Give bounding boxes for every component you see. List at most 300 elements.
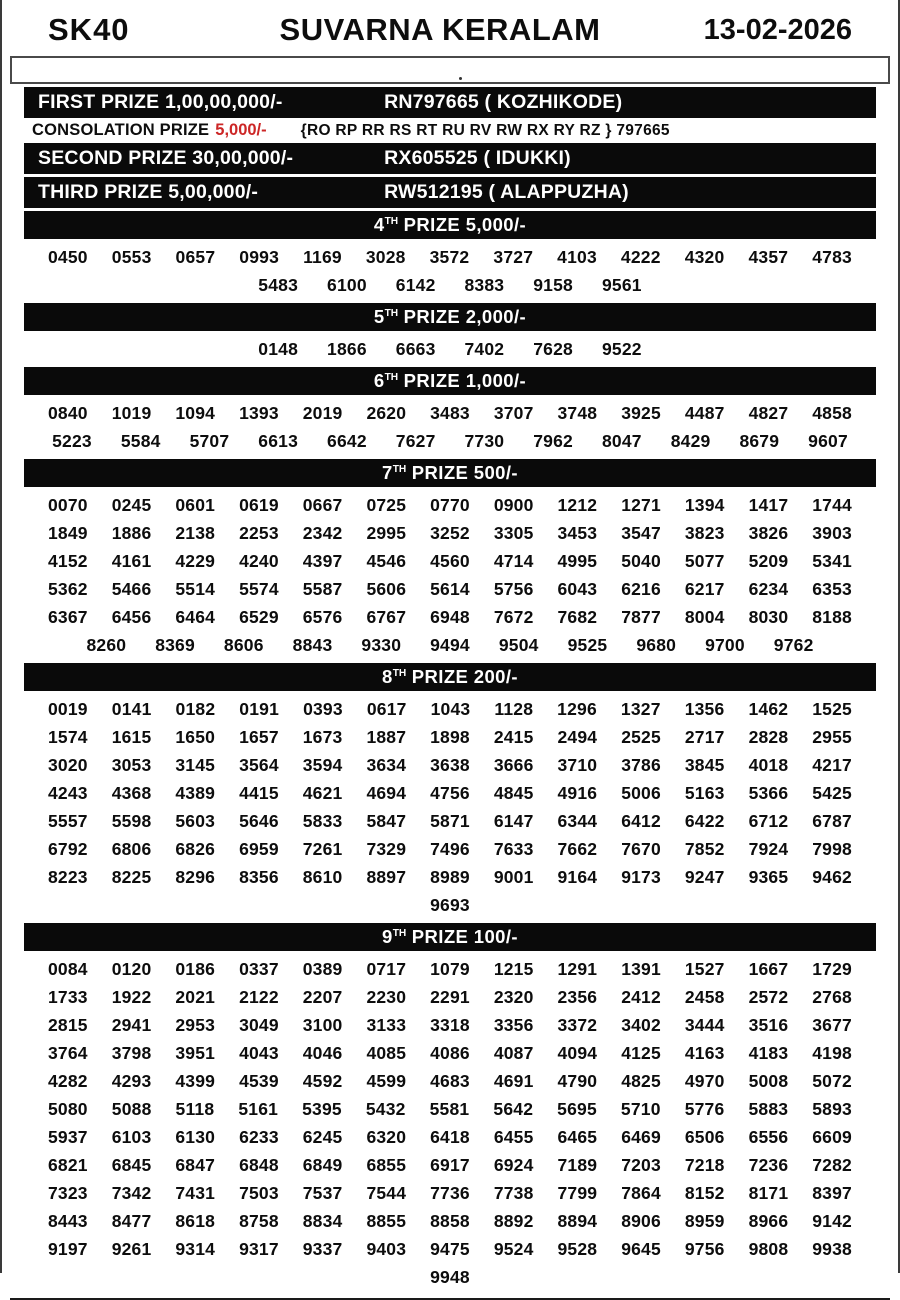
prize-number: 5362 [48, 579, 88, 599]
prize-number: 8858 [430, 1211, 470, 1231]
prize-number: 8152 [684, 1183, 725, 1203]
prize-row [48, 983, 852, 1011]
prize-number: 4243 [48, 783, 88, 803]
prize-number: 9247 [684, 867, 725, 887]
prize-number: 8223 [48, 867, 88, 887]
prize-number: 9504 [498, 635, 539, 655]
prize-number: 5209 [748, 551, 789, 571]
prize-number: 8477 [111, 1211, 152, 1231]
prize-number: 5483 [258, 275, 299, 295]
prize-number: 8225 [111, 867, 152, 887]
prize-number: 5514 [175, 579, 216, 599]
prize-number: 4086 [430, 1043, 470, 1063]
prize-number: 8679 [739, 431, 780, 451]
prize-number: 4621 [302, 783, 343, 803]
prize-row [48, 1123, 852, 1151]
prize-section-header [24, 459, 876, 487]
prize-row [48, 891, 852, 919]
prize-number: 4043 [239, 1043, 279, 1063]
prize-number: 7503 [239, 1183, 279, 1203]
prize-number: 3402 [621, 1015, 661, 1035]
prize-row [48, 603, 852, 631]
prize-number: 3564 [239, 755, 279, 775]
prize-number: 4085 [366, 1043, 407, 1063]
prize-number: 6422 [684, 811, 725, 831]
section-title-rest: PRIZE 200/- [406, 666, 518, 687]
prize-number: 3372 [557, 1015, 598, 1035]
prize-number: 8004 [684, 607, 725, 627]
prize-number: 6855 [366, 1155, 407, 1175]
prize-number: 6320 [366, 1127, 407, 1147]
prize-section-header [24, 663, 876, 691]
prize-number: 3951 [175, 1043, 216, 1063]
prize-number: 3547 [621, 523, 661, 543]
prize-number: 3252 [430, 523, 470, 543]
prize-number: 0601 [175, 495, 216, 515]
prize-number: 7924 [748, 839, 789, 859]
prize-number: 5603 [175, 811, 216, 831]
prize-number: 5642 [493, 1099, 534, 1119]
prize-number: 5614 [430, 579, 470, 599]
prize-number: 4783 [812, 247, 852, 267]
prize-section-header [24, 923, 876, 951]
prize-row [48, 1011, 852, 1039]
draw-date: 13-02-2026 [703, 13, 852, 46]
section-ordinal-suffix: TH [384, 371, 399, 383]
draw-code: SK40 [48, 12, 130, 47]
prize-number: 2995 [366, 523, 407, 543]
prize-number: 7670 [621, 839, 661, 859]
prize-number: 7282 [812, 1155, 852, 1175]
prize-row [48, 807, 852, 835]
prize-number: 2412 [621, 987, 661, 1007]
prize-number: 0657 [175, 247, 216, 267]
prize-number: 2941 [111, 1015, 152, 1035]
prize-number: 4152 [48, 551, 88, 571]
prize-number: 0619 [239, 495, 279, 515]
prize-number: 5646 [239, 811, 279, 831]
prize-row [48, 631, 852, 659]
prize-number: 9561 [601, 275, 642, 295]
prize-number: 0084 [48, 959, 88, 979]
masthead [2, 0, 898, 54]
prize-row [48, 271, 852, 299]
prize-number: 7738 [493, 1183, 534, 1203]
prize-number: 7877 [621, 607, 661, 627]
prize-row [48, 399, 852, 427]
section-title-rest: PRIZE 2,000/- [398, 306, 527, 327]
prize-number: 5587 [302, 579, 343, 599]
prize-number: 3727 [493, 247, 534, 267]
prize-number: 6787 [812, 811, 852, 831]
prize-number: 9948 [430, 1267, 470, 1287]
prize-number: 8397 [812, 1183, 852, 1203]
prize-number: 7662 [557, 839, 598, 859]
prize-number: 6469 [621, 1127, 661, 1147]
prize-number: 9645 [621, 1239, 661, 1259]
prize-number: 0900 [493, 495, 534, 515]
first-prize-label: FIRST PRIZE 1,00,00,000/- [38, 91, 283, 113]
prize-number: 4389 [175, 783, 216, 803]
prize-number: 5871 [430, 811, 470, 831]
section-ordinal-suffix: TH [384, 215, 399, 227]
prize-number: 6353 [812, 579, 852, 599]
second-prize-bar [24, 143, 876, 174]
prize-number: 4539 [239, 1071, 279, 1091]
prize-number: 7730 [464, 431, 505, 451]
prize-number: 0182 [175, 699, 216, 719]
prize-number: 5695 [557, 1099, 597, 1119]
prize-number: 4087 [493, 1043, 534, 1063]
prize-number: 4714 [493, 551, 534, 571]
prize-number: 8296 [175, 867, 216, 887]
prize-number: 0389 [302, 959, 343, 979]
prize-number: 7864 [621, 1183, 661, 1203]
prize-number: 5606 [366, 579, 407, 599]
section-ordinal: 5 [373, 306, 385, 327]
prize-number: 9475 [430, 1239, 470, 1259]
prize-number: 6767 [366, 607, 407, 627]
prize-number: 0070 [48, 495, 88, 515]
prize-number: 1657 [239, 727, 279, 747]
prize-number-rows [2, 398, 898, 456]
prize-number: 1849 [48, 523, 88, 543]
prize-number: 5883 [748, 1099, 789, 1119]
prize-number: 3133 [366, 1015, 407, 1035]
prize-number: 3453 [557, 523, 598, 543]
prize-number: 1527 [684, 959, 725, 979]
prize-number: 0186 [175, 959, 216, 979]
prize-number: 8171 [748, 1183, 789, 1203]
prize-number: 6233 [239, 1127, 279, 1147]
prize-number: 5395 [302, 1099, 342, 1119]
prize-number: 4546 [366, 551, 407, 571]
prize-number: 9462 [812, 867, 852, 887]
prize-number: 6234 [748, 579, 789, 599]
prize-number: 4163 [684, 1043, 725, 1063]
prize-number: 6848 [239, 1155, 279, 1175]
prize-number: 7218 [684, 1155, 725, 1175]
section-title-rest: PRIZE 1,000/- [398, 370, 527, 391]
prize-number: 7329 [366, 839, 407, 859]
prize-number: 7544 [366, 1183, 407, 1203]
prize-number: 6506 [684, 1127, 725, 1147]
prize-number: 2815 [48, 1015, 88, 1035]
prize-row [48, 955, 852, 983]
prize-number: 5118 [175, 1099, 215, 1119]
prize-number: 5040 [621, 551, 661, 571]
prize-number: 8966 [748, 1211, 789, 1231]
prize-number: 8618 [175, 1211, 216, 1231]
prize-number: 2122 [239, 987, 279, 1007]
prize-number: 8047 [601, 431, 642, 451]
prize-row [48, 751, 852, 779]
prize-number: 6663 [395, 339, 436, 359]
prize-number: 6464 [175, 607, 216, 627]
prize-number: 4560 [430, 551, 470, 571]
prize-number: 2955 [812, 727, 852, 747]
prize-number: 5710 [620, 1099, 661, 1119]
prize-number: 8894 [557, 1211, 598, 1231]
prize-number: 3845 [684, 755, 725, 775]
second-prize-winner: RX605525 ( IDUKKI) [384, 147, 571, 169]
prize-row [48, 1067, 852, 1095]
prize-number: 5432 [365, 1099, 406, 1119]
third-prize-label: THIRD PRIZE 5,00,000/- [38, 181, 259, 203]
prize-number: 5893 [812, 1099, 852, 1119]
prize-row [48, 1151, 852, 1179]
prize-number: 6344 [557, 811, 598, 831]
prize-number: 4240 [239, 551, 279, 571]
prize-number: 3666 [493, 755, 534, 775]
prize-number: 5072 [812, 1071, 852, 1091]
prize-number: 5584 [120, 431, 161, 451]
prize-number: 8610 [302, 867, 343, 887]
section-ordinal: 4 [373, 214, 385, 235]
prize-number: 1525 [812, 699, 852, 719]
prize-number: 6217 [684, 579, 725, 599]
prize-number: 5581 [429, 1099, 470, 1119]
prize-number: 8443 [48, 1211, 88, 1231]
prize-number: 4217 [812, 755, 852, 775]
prize-number: 4487 [684, 403, 725, 423]
prize-number: 2620 [366, 403, 407, 423]
section-ordinal-suffix: TH [392, 667, 407, 679]
prize-number: 8260 [86, 635, 127, 655]
prize-number: 1898 [430, 727, 470, 747]
prize-number: 9330 [361, 635, 402, 655]
prize-row [48, 427, 852, 455]
prize-number: 3903 [812, 523, 852, 543]
prize-number: 4046 [302, 1043, 343, 1063]
prize-number: 1650 [175, 727, 216, 747]
prize-number: 0450 [48, 247, 88, 267]
prize-number: 8356 [239, 867, 279, 887]
prize-number: 2494 [557, 727, 598, 747]
prize-number: 6130 [175, 1127, 216, 1147]
prize-number: 6456 [111, 607, 152, 627]
prize-number: 6642 [327, 431, 367, 451]
prize-number: 6147 [493, 811, 534, 831]
prize-number: 3707 [493, 403, 534, 423]
prize-number: 2458 [684, 987, 725, 1007]
prize-number: 2138 [175, 523, 216, 543]
prize-number: 6821 [48, 1155, 88, 1175]
prize-number: 7402 [464, 339, 505, 359]
prize-number: 3053 [111, 755, 152, 775]
prize-number: 6845 [111, 1155, 152, 1175]
prize-row [48, 519, 852, 547]
prize-number: 6917 [430, 1155, 470, 1175]
prize-number: 1043 [430, 699, 471, 719]
prize-number: 6103 [111, 1127, 152, 1147]
prize-number: 6826 [175, 839, 216, 859]
prize-number: 2253 [239, 523, 279, 543]
prize-number: 6412 [621, 811, 661, 831]
prize-number: 1922 [111, 987, 152, 1007]
prize-number: 9403 [366, 1239, 407, 1259]
prize-number: 6849 [302, 1155, 343, 1175]
prize-number: 1615 [111, 727, 152, 747]
prize-number-rows [2, 954, 898, 1292]
prize-number: 9164 [557, 867, 598, 887]
prize-sections [2, 211, 898, 1292]
prize-number: 3798 [111, 1043, 152, 1063]
prize-number: 8906 [621, 1211, 661, 1231]
prize-number: 5080 [48, 1099, 88, 1119]
prize-number: 7852 [684, 839, 725, 859]
prize-row [48, 491, 852, 519]
prize-row [48, 723, 852, 751]
prize-number: 8892 [493, 1211, 534, 1231]
prize-number: 1866 [327, 339, 367, 359]
prize-number: 6576 [302, 607, 343, 627]
prize-number: 7496 [430, 839, 470, 859]
prize-section-header [24, 367, 876, 395]
prize-number: 5088 [111, 1099, 152, 1119]
prize-number: 6806 [111, 839, 152, 859]
prize-number: 5163 [684, 783, 725, 803]
prize-number: 1212 [557, 495, 598, 515]
prize-number: 1886 [111, 523, 152, 543]
prize-number: 3634 [366, 755, 407, 775]
prize-number: 3028 [365, 247, 406, 267]
prize-number: 6948 [430, 607, 470, 627]
prize-number: 6245 [302, 1127, 343, 1147]
prize-number: 4790 [557, 1071, 598, 1091]
prize-number: 9494 [430, 635, 470, 655]
third-prize-bar [24, 177, 876, 208]
section-ordinal: 9 [382, 926, 393, 947]
prize-section-header [24, 211, 876, 239]
prize-number: 4756 [430, 783, 470, 803]
prize-number: 4415 [239, 783, 279, 803]
prize-number: 5223 [52, 431, 92, 451]
prize-number: 2356 [557, 987, 598, 1007]
prize-number: 5425 [812, 783, 852, 803]
prize-number: 2768 [812, 987, 852, 1007]
prize-row [48, 1207, 852, 1235]
prize-number: 1462 [748, 699, 789, 719]
prize-number: 9693 [430, 895, 470, 915]
prize-number: 4970 [684, 1071, 725, 1091]
prize-number: 5776 [684, 1099, 725, 1119]
prize-number-rows [2, 694, 898, 920]
prize-number: 4222 [620, 247, 661, 267]
prize-number: 6712 [748, 811, 789, 831]
prize-number: 3516 [748, 1015, 789, 1035]
prize-number: 2415 [493, 727, 534, 747]
prize-number: 6529 [239, 607, 279, 627]
prize-number: 3748 [557, 403, 598, 423]
prize-number: 1744 [812, 495, 852, 515]
prize-number-rows [2, 490, 898, 660]
prize-number: 4368 [111, 783, 152, 803]
prize-number: 3764 [48, 1043, 88, 1063]
consolation-series: {RO RP RR RS RT RU RV RW RX RY RZ } 797665 [300, 121, 670, 139]
prize-number: 3049 [239, 1015, 279, 1035]
prize-number: 3925 [621, 403, 661, 423]
prize-number: 0337 [239, 959, 279, 979]
second-prize-label: SECOND PRIZE 30,00,000/- [38, 147, 294, 169]
prize-number: 4858 [812, 403, 852, 423]
prize-number: 0393 [303, 699, 343, 719]
prize-number: 5006 [621, 783, 661, 803]
consolation-amount: 5,000/- [215, 121, 267, 139]
prize-number: 3826 [748, 523, 789, 543]
prize-number: 9173 [621, 867, 661, 887]
prize-row [48, 1039, 852, 1067]
prize-number: 3594 [302, 755, 343, 775]
prize-number: 5557 [48, 811, 88, 831]
prize-number: 4094 [557, 1043, 598, 1063]
prize-number: 4018 [748, 755, 789, 775]
section-ordinal: 6 [373, 370, 385, 391]
prize-number: 7261 [302, 839, 343, 859]
prize-number: 9680 [636, 635, 677, 655]
prize-number: 2525 [621, 727, 661, 747]
prize-number: 4103 [557, 247, 597, 267]
prize-number: 9528 [557, 1239, 598, 1259]
prize-number: 5598 [111, 811, 152, 831]
prize-number: 7633 [493, 839, 534, 859]
prize-number: 1079 [430, 959, 470, 979]
prize-number: 1296 [557, 699, 597, 719]
prize-number: 4825 [621, 1071, 661, 1091]
prize-number: 8188 [812, 607, 852, 627]
prize-number: 0840 [48, 403, 88, 423]
prize-row [48, 575, 852, 603]
prize-number: 4198 [812, 1043, 852, 1063]
prize-number: 3710 [557, 755, 598, 775]
prize-number: 8369 [155, 635, 195, 655]
prize-row [48, 1235, 852, 1263]
prize-number: 4397 [302, 551, 343, 571]
section-ordinal-suffix: TH [384, 307, 399, 319]
prize-number: 6418 [430, 1127, 470, 1147]
prize-number: 4599 [366, 1071, 407, 1091]
prize-number: 7189 [557, 1155, 598, 1175]
prize-number: 7672 [493, 607, 534, 627]
prize-number: 1733 [48, 987, 88, 1007]
prize-number: 4691 [493, 1071, 534, 1091]
prize-number: 3786 [621, 755, 661, 775]
prize-number: 3145 [175, 755, 216, 775]
stray-dot [459, 77, 462, 80]
first-prize-bar [24, 87, 876, 118]
prize-number: 9314 [175, 1239, 216, 1259]
prize-row [48, 779, 852, 807]
prize-number: 6792 [48, 839, 88, 859]
prize-number: 3483 [430, 403, 470, 423]
prize-number: 7682 [557, 607, 598, 627]
prize-number: 1574 [48, 727, 88, 747]
prize-number: 2320 [493, 987, 534, 1007]
prize-number: 4293 [111, 1071, 152, 1091]
section-ordinal: 7 [382, 462, 393, 483]
prize-number: 7627 [395, 431, 436, 451]
prize-number: 5937 [48, 1127, 88, 1147]
prize-number: 2342 [302, 523, 343, 543]
prize-number: 7628 [533, 339, 573, 359]
prize-number: 1019 [111, 403, 152, 423]
prize-number: 9001 [493, 867, 534, 887]
prize-number: 8843 [292, 635, 333, 655]
prize-number: 0617 [366, 699, 407, 719]
prize-number: 9365 [748, 867, 789, 887]
prize-number: 1393 [239, 403, 279, 423]
prize-number: 4694 [366, 783, 407, 803]
